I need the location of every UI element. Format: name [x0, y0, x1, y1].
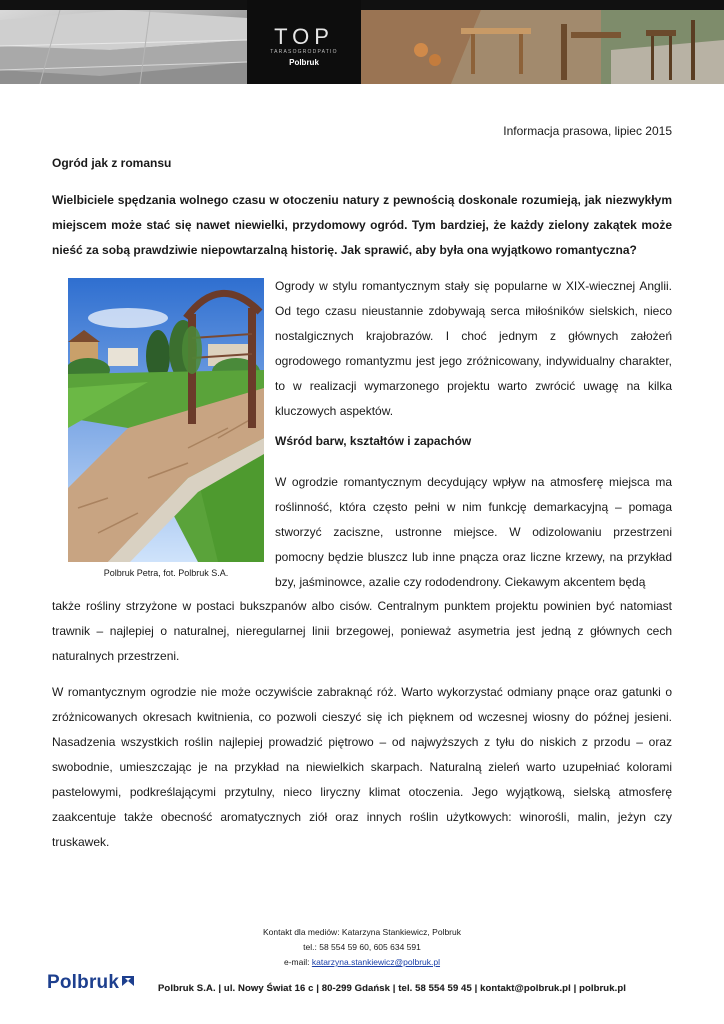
- press-release-date: Informacja prasowa, lipiec 2015: [503, 124, 672, 138]
- banner-paving-photo: [0, 10, 247, 84]
- polbruk-logo: [47, 972, 135, 994]
- garden-photo: [68, 278, 264, 562]
- banner-top-strip: [0, 0, 724, 10]
- polbruk-mark-icon: [121, 972, 135, 994]
- company-details: Polbruk S.A. | ul. Nowy Świat 16 c | 80-299 Gdańsk | tel. 58 554 59 45 | kontakt@polbruk.pl | polbruk.pl: [158, 983, 626, 994]
- paragraph-2-part-2: także rośliny strzyżone w postaci bukszpanów albo cisów. Centralnym punktem projektu powinien być natomiast trawnik – najlepiej o naturalnej, nieregularnej linii brzegowej, ponieważ asymetria jest jedną z głównych cech naturalnych przestrzeni.: [52, 599, 672, 663]
- document-title: Ogród jak z romansu: [52, 156, 172, 170]
- contact-phone: tel.: 58 554 59 60, 605 634 591: [303, 942, 421, 952]
- paragraph-1: Ogrody w stylu romantycznym stały się popularne w XIX-wiecznej Anglii. Od tego czasu nieustannie zdobywają serca miłośników sielskich, nieco nostalgicznych krajobrazów. I choć jednym z głównych założeń ogrodowego romantyzmu jest jego zróżnicowany, indywidualny charakter, to w realizacji wymarzonego projektu warto zwrócić uwagę na kilka kluczowych aspektów.: [275, 279, 672, 418]
- email-link[interactable]: katarzyna.stankiewicz@polbruk.pl: [311, 957, 441, 967]
- photo-caption: Polbruk Petra, fot. Polbruk S.A.: [103, 568, 229, 578]
- banner-logo-block: [247, 0, 361, 84]
- top-logo-brand: Polbruk: [289, 58, 319, 67]
- header-banner: [0, 0, 724, 84]
- media-contact: [0, 925, 724, 970]
- paragraph-2-part-1: W ogrodzie romantycznym decydujący wpływ na atmosferę miejsca ma roślinność, która często pełni w nim funkcję demarkacyjną – pomaga stworzyć zaciszne, ustronne miejsce. W odizolowaniu przestrzeni pomocny będzie bluszcz lub inne pnącza oraz liczne krzewy, na przykład bzy, jaśminowce, azalie czy rododendrony. Ciekawym akcentem będą: [275, 475, 672, 589]
- paragraph-3: W romantycznym ogrodzie nie może oczywiście zabraknąć róż. Warto wykorzystać odmiany pnące oraz gatunki o zróżnicowanych okresach kwitnienia, co pozwoli cieszyć się ich pięknem od wczesnej wiosny do późnej jesieni. Nasadzenia wszystkich roślin najlepiej prowadzić piętrowo – od najwyższych z tyłu do niskich z przodu – oraz swobodnie, umieszczając je na przykład na niewielkich skarpach. Naturalną zieleń warto uzupełniać kolorami pastelowymi, podkreślającymi przytulny, nieco liryczny klimat otoczenia. Jego wyjątkową, sielską atmosferę zaakcentuje także obecność aromatycznych ziół oraz innych roślin użytkowych: winorośli, malin, jeżyn czy truskawek.: [52, 685, 672, 849]
- contact-person: Kontakt dla mediów: Katarzyna Stankiewicz, Polbruk: [263, 927, 461, 937]
- contact-email-line: [0, 955, 724, 970]
- banner-terrace-photo: [361, 10, 724, 84]
- top-logo-subtitle: TARASOGRODPATIO: [270, 49, 338, 55]
- section-subheading: Wśród barw, kształtów i zapachów: [275, 434, 472, 448]
- email-label: e-mail:: [283, 957, 312, 967]
- polbruk-logo-text: Polbruk: [47, 972, 120, 994]
- top-logo-text: TOP: [274, 24, 334, 49]
- lead-paragraph: Wielbiciele spędzania wolnego czasu w otoczeniu natury z pewnością doskonale rozumieją, jak niezwykłym miejscem może stać się nawet niewielki, przydomowy ogród. Tym bardziej, że każdy zielony zakątek może nieść za sobą prawdziwie niepowtarzalną historię. Jak sprawić, aby była ona wyjątkowo romantyczna?: [52, 193, 672, 257]
